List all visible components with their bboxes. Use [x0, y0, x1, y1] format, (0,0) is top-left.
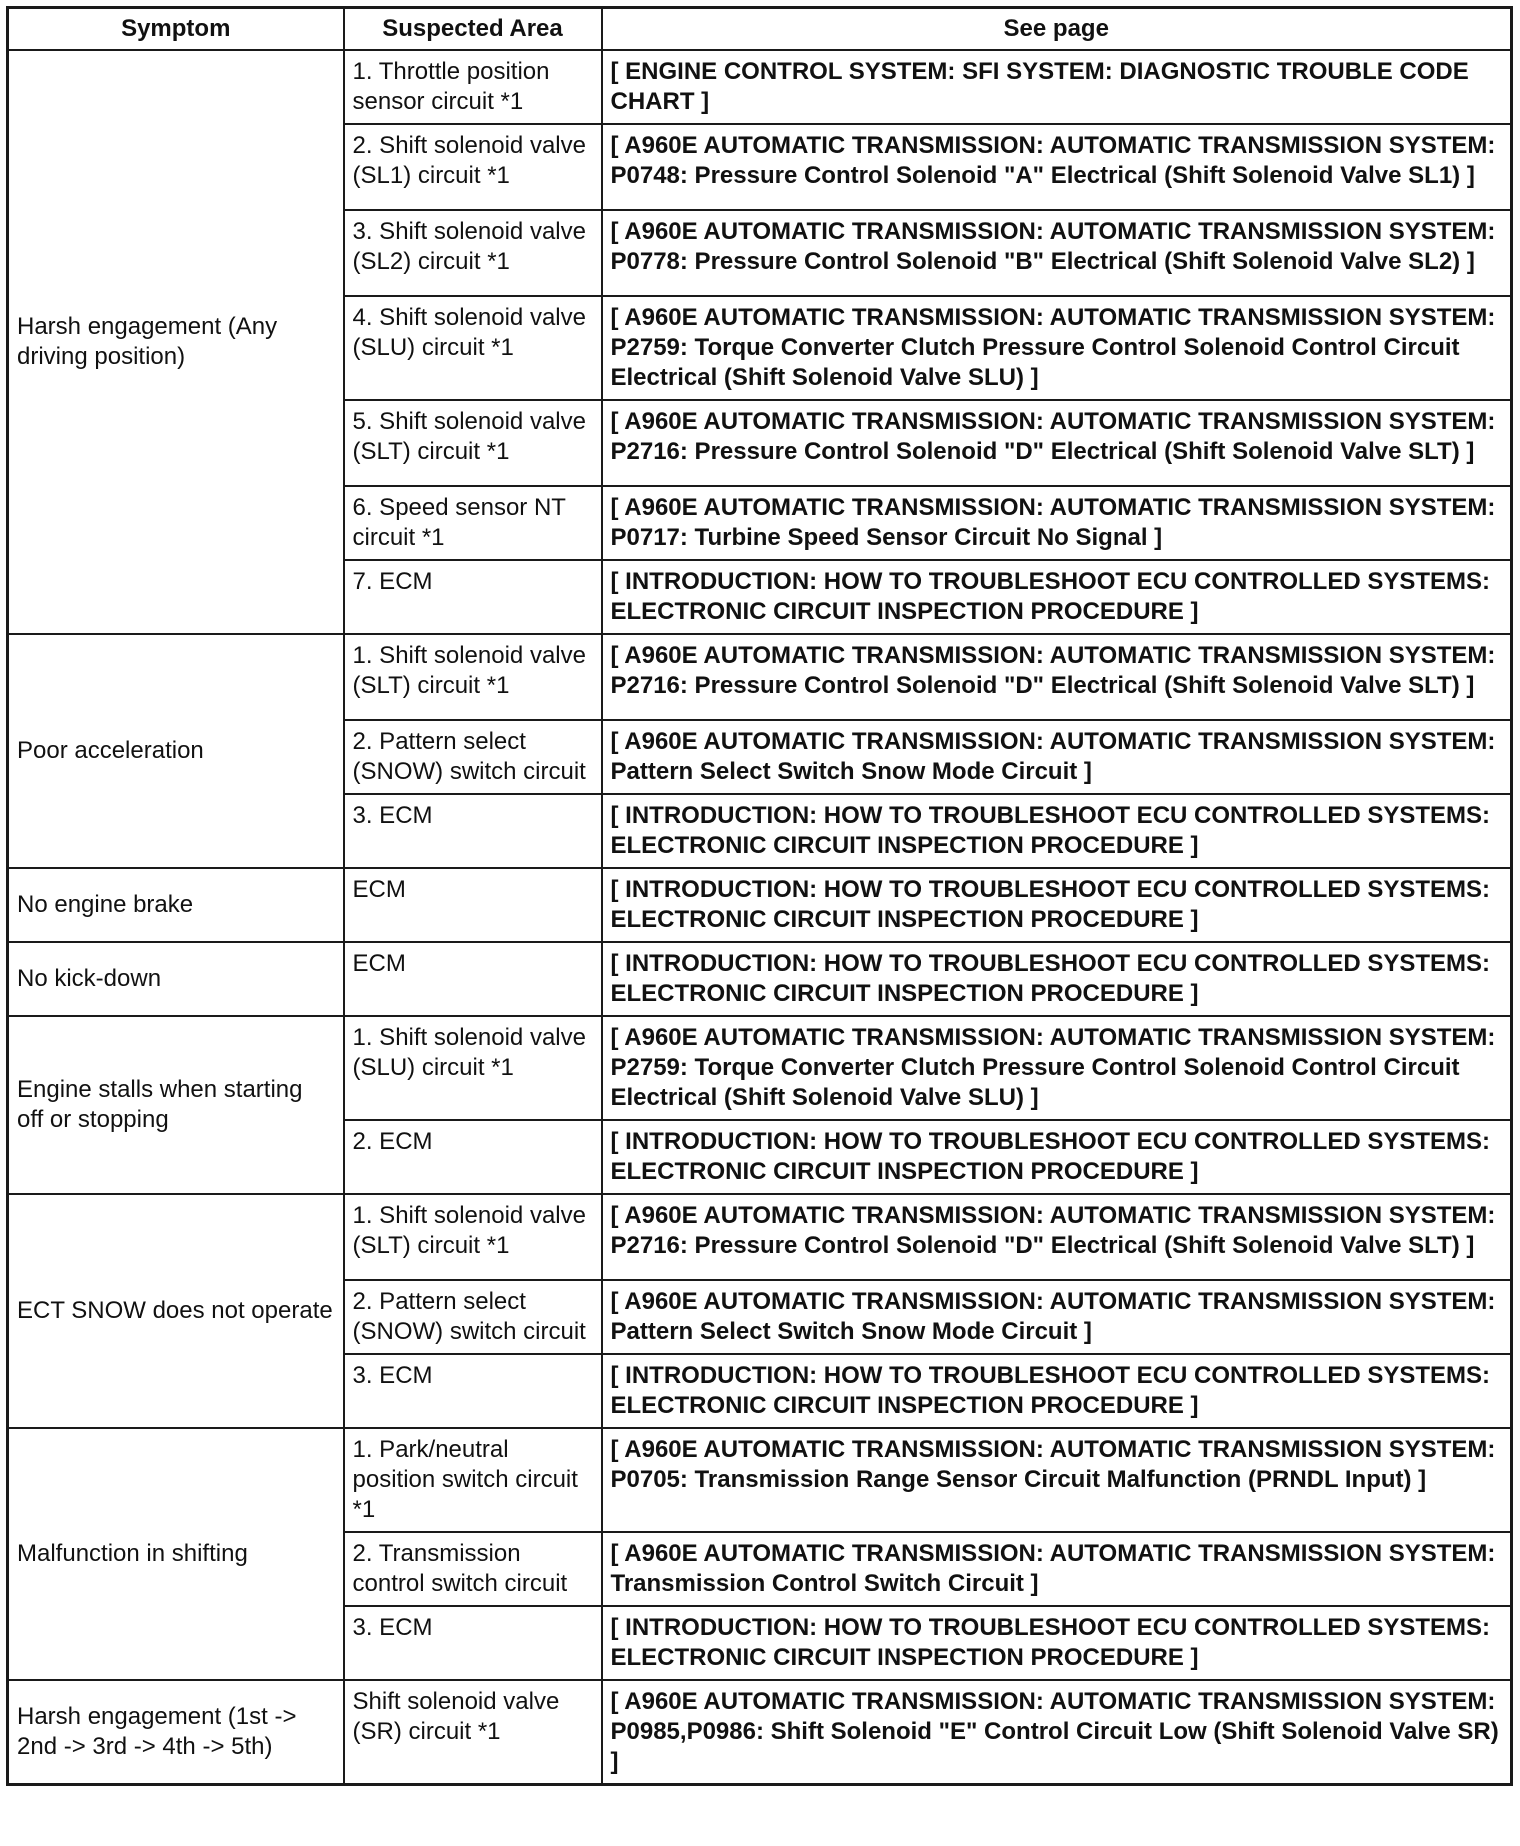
troubleshooting-table [6, 6, 1513, 1786]
suspected-area-cell: 1. Shift solenoid valve (SLT) circuit *1 [344, 1194, 602, 1280]
suspected-area-cell: 3. ECM [344, 1354, 602, 1428]
suspected-area-cell: 2. Pattern select (SNOW) switch circuit [344, 720, 602, 794]
suspected-area-cell: 4. Shift solenoid valve (SLU) circuit *1 [344, 296, 602, 400]
header-suspected-area: Suspected Area [344, 8, 602, 51]
see-page-cell: [ A960E AUTOMATIC TRANSMISSION: AUTOMATIC TRANSMISSION SYSTEM: P2759: Torque Converter Clutch Pressure Control Solenoid Control Circuit Electrical (Shift Solenoid Valve SLU) ] [602, 1016, 1512, 1120]
see-page-cell: [ A960E AUTOMATIC TRANSMISSION: AUTOMATIC TRANSMISSION SYSTEM: P2759: Torque Converter Clutch Pressure Control Solenoid Control Circuit Electrical (Shift Solenoid Valve SLU) ] [602, 296, 1512, 400]
see-page-cell: [ A960E AUTOMATIC TRANSMISSION: AUTOMATIC TRANSMISSION SYSTEM: Pattern Select Switch Snow Mode Circuit ] [602, 1280, 1512, 1354]
suspected-area-cell: 3. Shift solenoid valve (SL2) circuit *1 [344, 210, 602, 296]
suspected-area-cell: 7. ECM [344, 560, 602, 634]
table-row [8, 1428, 1512, 1532]
symptom-cell: ECT SNOW does not operate [8, 1194, 344, 1428]
symptom-cell: Poor acceleration [8, 634, 344, 868]
see-page-cell: [ A960E AUTOMATIC TRANSMISSION: AUTOMATIC TRANSMISSION SYSTEM: P0748: Pressure Control Solenoid "A" Electrical (Shift Solenoid Valve SL1) ] [602, 124, 1512, 210]
see-page-cell: [ A960E AUTOMATIC TRANSMISSION: AUTOMATIC TRANSMISSION SYSTEM: P0778: Pressure Control Solenoid "B" Electrical (Shift Solenoid Valve SL2) ] [602, 210, 1512, 296]
see-page-cell: [ INTRODUCTION: HOW TO TROUBLESHOOT ECU CONTROLLED SYSTEMS: ELECTRONIC CIRCUIT INSPECTION PROCEDURE ] [602, 1120, 1512, 1194]
suspected-area-cell: 2. Transmission control switch circuit [344, 1532, 602, 1606]
suspected-area-cell: 6. Speed sensor NT circuit *1 [344, 486, 602, 560]
suspected-area-cell: 1. Throttle position sensor circuit *1 [344, 50, 602, 124]
symptom-cell: No kick-down [8, 942, 344, 1016]
see-page-cell: [ INTRODUCTION: HOW TO TROUBLESHOOT ECU CONTROLLED SYSTEMS: ELECTRONIC CIRCUIT INSPECTION PROCEDURE ] [602, 868, 1512, 942]
see-page-cell: [ A960E AUTOMATIC TRANSMISSION: AUTOMATIC TRANSMISSION SYSTEM: P2716: Pressure Control Solenoid "D" Electrical (Shift Solenoid Valve SLT) ] [602, 634, 1512, 720]
table-row [8, 868, 1512, 942]
symptom-cell: Harsh engagement (Any driving position) [8, 50, 344, 634]
table-body [8, 50, 1512, 1785]
see-page-cell: [ ENGINE CONTROL SYSTEM: SFI SYSTEM: DIAGNOSTIC TROUBLE CODE CHART ] [602, 50, 1512, 124]
see-page-cell: [ INTRODUCTION: HOW TO TROUBLESHOOT ECU CONTROLLED SYSTEMS: ELECTRONIC CIRCUIT INSPECTION PROCEDURE ] [602, 942, 1512, 1016]
suspected-area-cell: Shift solenoid valve (SR) circuit *1 [344, 1680, 602, 1785]
header-row [8, 8, 1512, 51]
see-page-cell: [ A960E AUTOMATIC TRANSMISSION: AUTOMATIC TRANSMISSION SYSTEM: P0985,P0986: Shift Solenoid "E" Control Circuit Low (Shift Solenoid Valve SR) ] [602, 1680, 1512, 1785]
suspected-area-cell: ECM [344, 868, 602, 942]
suspected-area-cell: 2. ECM [344, 1120, 602, 1194]
see-page-cell: [ A960E AUTOMATIC TRANSMISSION: AUTOMATIC TRANSMISSION SYSTEM: P2716: Pressure Control Solenoid "D" Electrical (Shift Solenoid Valve SLT) ] [602, 1194, 1512, 1280]
table-row [8, 50, 1512, 124]
suspected-area-cell: 1. Shift solenoid valve (SLT) circuit *1 [344, 634, 602, 720]
see-page-cell: [ A960E AUTOMATIC TRANSMISSION: AUTOMATIC TRANSMISSION SYSTEM: P0705: Transmission Range Sensor Circuit Malfunction (PRNDL Input) ] [602, 1428, 1512, 1532]
symptom-cell: Engine stalls when starting off or stopping [8, 1016, 344, 1194]
table-row [8, 942, 1512, 1016]
see-page-cell: [ INTRODUCTION: HOW TO TROUBLESHOOT ECU CONTROLLED SYSTEMS: ELECTRONIC CIRCUIT INSPECTION PROCEDURE ] [602, 1354, 1512, 1428]
table-row [8, 1194, 1512, 1280]
suspected-area-cell: ECM [344, 942, 602, 1016]
suspected-area-cell: 2. Shift solenoid valve (SL1) circuit *1 [344, 124, 602, 210]
see-page-cell: [ INTRODUCTION: HOW TO TROUBLESHOOT ECU CONTROLLED SYSTEMS: ELECTRONIC CIRCUIT INSPECTION PROCEDURE ] [602, 794, 1512, 868]
symptom-cell: No engine brake [8, 868, 344, 942]
suspected-area-cell: 3. ECM [344, 1606, 602, 1680]
header-see-page: See page [602, 8, 1512, 51]
see-page-cell: [ INTRODUCTION: HOW TO TROUBLESHOOT ECU CONTROLLED SYSTEMS: ELECTRONIC CIRCUIT INSPECTION PROCEDURE ] [602, 560, 1512, 634]
suspected-area-cell: 2. Pattern select (SNOW) switch circuit [344, 1280, 602, 1354]
see-page-cell: [ A960E AUTOMATIC TRANSMISSION: AUTOMATIC TRANSMISSION SYSTEM: Transmission Control Switch Circuit ] [602, 1532, 1512, 1606]
table-row [8, 1680, 1512, 1785]
see-page-cell: [ A960E AUTOMATIC TRANSMISSION: AUTOMATIC TRANSMISSION SYSTEM: P2716: Pressure Control Solenoid "D" Electrical (Shift Solenoid Valve SLT) ] [602, 400, 1512, 486]
suspected-area-cell: 5. Shift solenoid valve (SLT) circuit *1 [344, 400, 602, 486]
suspected-area-cell: 1. Park/neutral position switch circuit *1 [344, 1428, 602, 1532]
table-row [8, 1016, 1512, 1120]
suspected-area-cell: 1. Shift solenoid valve (SLU) circuit *1 [344, 1016, 602, 1120]
suspected-area-cell: 3. ECM [344, 794, 602, 868]
symptom-cell: Malfunction in shifting [8, 1428, 344, 1680]
table-row [8, 634, 1512, 720]
see-page-cell: [ A960E AUTOMATIC TRANSMISSION: AUTOMATIC TRANSMISSION SYSTEM: Pattern Select Switch Snow Mode Circuit ] [602, 720, 1512, 794]
see-page-cell: [ INTRODUCTION: HOW TO TROUBLESHOOT ECU CONTROLLED SYSTEMS: ELECTRONIC CIRCUIT INSPECTION PROCEDURE ] [602, 1606, 1512, 1680]
symptom-cell: Harsh engagement (1st -> 2nd -> 3rd -> 4th -> 5th) [8, 1680, 344, 1785]
see-page-cell: [ A960E AUTOMATIC TRANSMISSION: AUTOMATIC TRANSMISSION SYSTEM: P0717: Turbine Speed Sensor Circuit No Signal ] [602, 486, 1512, 560]
header-symptom: Symptom [8, 8, 344, 51]
